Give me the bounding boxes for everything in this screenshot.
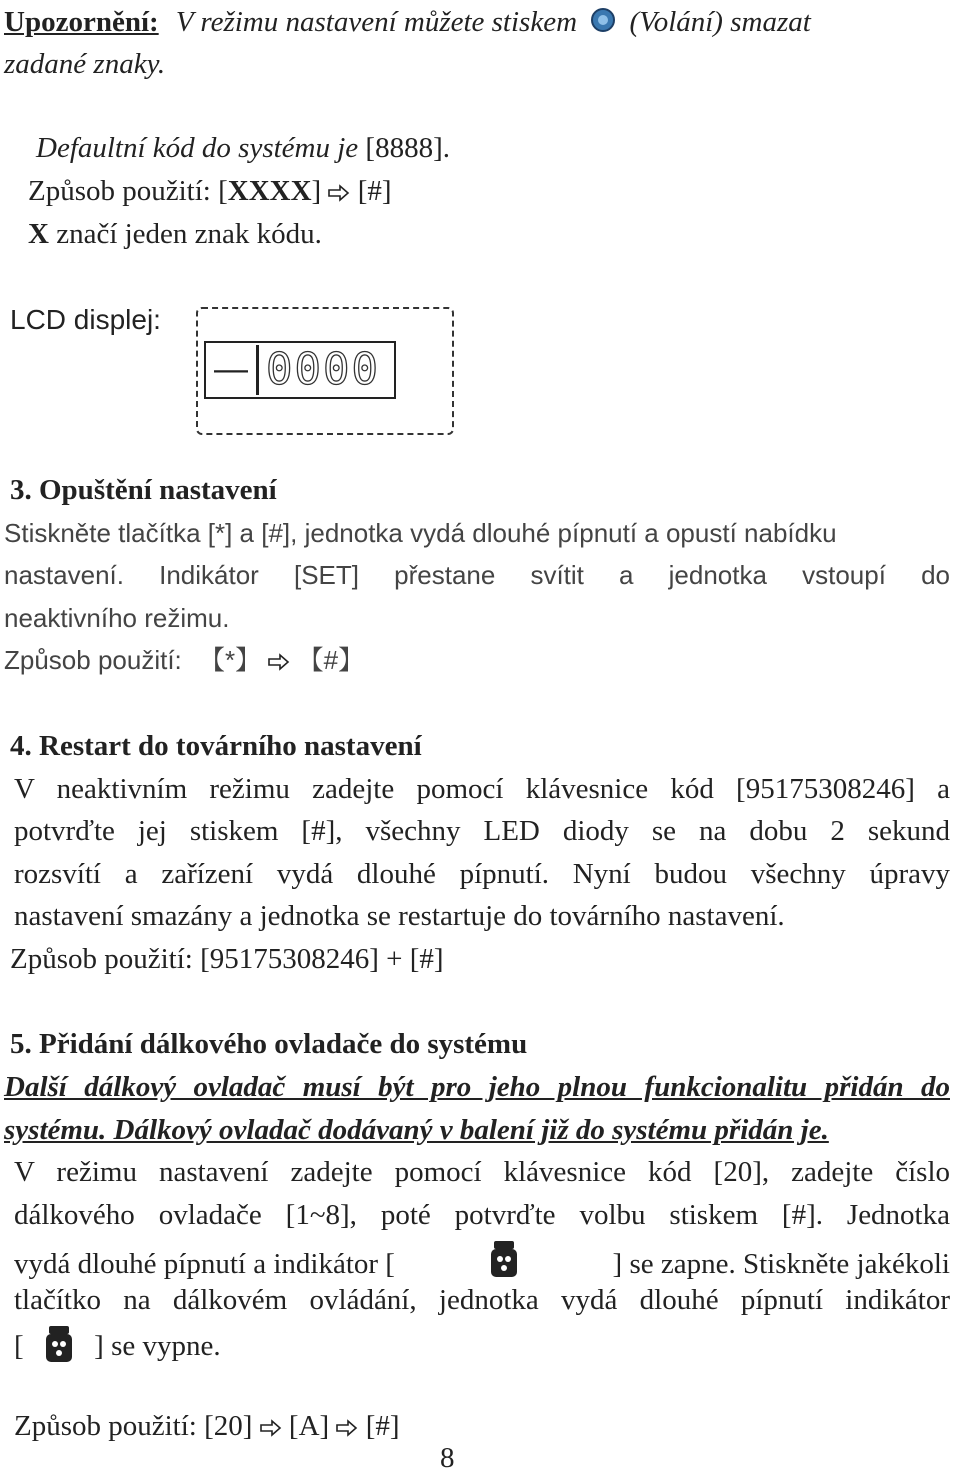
section-5-title: 5. Přidání dálkového ovladače do systému bbox=[10, 1028, 528, 1060]
section-3-line-2: nastavení. Indikátor [SET] přestane svítit a jednotka vstoupí do bbox=[4, 560, 950, 590]
page-number: 8 bbox=[440, 1442, 455, 1474]
warning-text-2: (Volání) smazat bbox=[629, 6, 811, 38]
default-code-text: Defaultní kód do systému je bbox=[36, 132, 359, 164]
arrow-right-icon bbox=[336, 1419, 358, 1437]
section-5-usage-b: [#] bbox=[365, 1410, 400, 1442]
section-5-line-3-pre: vydá dlouhé pípnutí a indikátor [ bbox=[14, 1247, 395, 1280]
default-code-value: [8888]. bbox=[365, 132, 450, 164]
lcd-label: LCD displej: bbox=[10, 304, 161, 335]
usage-close: ] bbox=[311, 175, 322, 207]
section-5-usage-label: Způsob použití: [20] bbox=[14, 1410, 253, 1442]
arrow-right-icon bbox=[268, 653, 290, 671]
section-3-title: 3. Opuštění nastavení bbox=[10, 474, 277, 506]
usage-code: XXXX bbox=[227, 175, 312, 207]
lcd-separator bbox=[256, 345, 259, 395]
section-4-line-1: V neaktivním režimu zadejte pomocí klávesnice kód [95175308246] a bbox=[14, 773, 950, 805]
lcd-display bbox=[204, 341, 396, 399]
section-4-title: 4. Restart do továrního nastavení bbox=[10, 730, 422, 762]
section-4-line-2: potvrďte jej stiskem [#], všechny LED diody se na dobu 2 sekund bbox=[14, 815, 950, 847]
warning-line-1 bbox=[4, 4, 811, 42]
section-3-line-1: Stiskněte tlačítka [*] a [#], jednotka vydá dlouhé pípnutí a opustí nabídku bbox=[4, 518, 837, 548]
warning-line-2: zadané znaky. bbox=[4, 48, 166, 80]
section-4-usage: Způsob použití: [95175308246] + [#] bbox=[10, 943, 444, 975]
section-3-line-3: neaktivního režimu. bbox=[4, 603, 230, 633]
section-5-line-5-pre: [ bbox=[14, 1330, 24, 1363]
default-code-usage bbox=[28, 173, 392, 209]
section-5-line-3-post: ] se zapne. Stiskněte jakékoli bbox=[612, 1247, 950, 1280]
section-5-usage bbox=[14, 1408, 400, 1444]
section-3-usage-label: Způsob použití: bbox=[4, 645, 182, 675]
section-3-usage-b: 【#】 bbox=[297, 645, 365, 675]
default-code-line bbox=[36, 130, 450, 166]
section-5-line-5 bbox=[14, 1324, 221, 1373]
section-3-usage-a: 【*】 bbox=[199, 645, 262, 675]
x-description: značí jeden znak kódu. bbox=[56, 218, 322, 250]
section-4-line-3: rozsvítí a zařízení vydá dlouhé pípnutí. Nyní budou všechny úpravy bbox=[14, 858, 950, 890]
arrow-right-icon bbox=[260, 1419, 282, 1437]
section-5-line-1: V režimu nastavení zadejte pomocí klávesnice kód [20], zadejte číslo bbox=[14, 1156, 950, 1188]
section-3-usage bbox=[4, 642, 364, 678]
section-5-line-2: dálkového ovladače [1~8], poté potvrďte volbu stiskem [#]. Jednotka bbox=[14, 1199, 950, 1231]
arrow-right-icon bbox=[328, 184, 350, 202]
warning-label: Upozornění: bbox=[4, 6, 159, 38]
section-4-line-4: nastavení smazány a jednotka se restartuje do továrního nastavení. bbox=[14, 900, 785, 932]
call-icon bbox=[590, 6, 616, 42]
default-code-x-line bbox=[28, 216, 322, 252]
lcd-digits: 0000 bbox=[266, 344, 380, 395]
warning-text-1: V režimu nastavení můžete stiskem bbox=[175, 6, 578, 38]
section-5-note-1: Další dálkový ovladač musí být pro jeho plnou funkcionalitu přidán do bbox=[4, 1071, 950, 1103]
section-5-line-4: tlačítko na dálkovém ovládání, jednotka vydá dlouhé pípnutí indikátor bbox=[14, 1284, 950, 1316]
section-5-note-2: systému. Dálkový ovladač dodávaný v balení již do systému přidán je. bbox=[4, 1114, 829, 1146]
x-label: X bbox=[28, 218, 49, 250]
section-5-line-5-post: ] se vypne. bbox=[94, 1330, 221, 1363]
remote-indicator-icon bbox=[488, 1239, 520, 1288]
section-5-line-3 bbox=[14, 1239, 950, 1288]
lcd-dash: — bbox=[214, 350, 248, 388]
usage-hash: [#] bbox=[357, 175, 392, 207]
usage-label: Způsob použití: [ bbox=[28, 175, 228, 207]
section-5-usage-a: [A] bbox=[288, 1410, 330, 1442]
remote-indicator-icon bbox=[43, 1324, 75, 1373]
